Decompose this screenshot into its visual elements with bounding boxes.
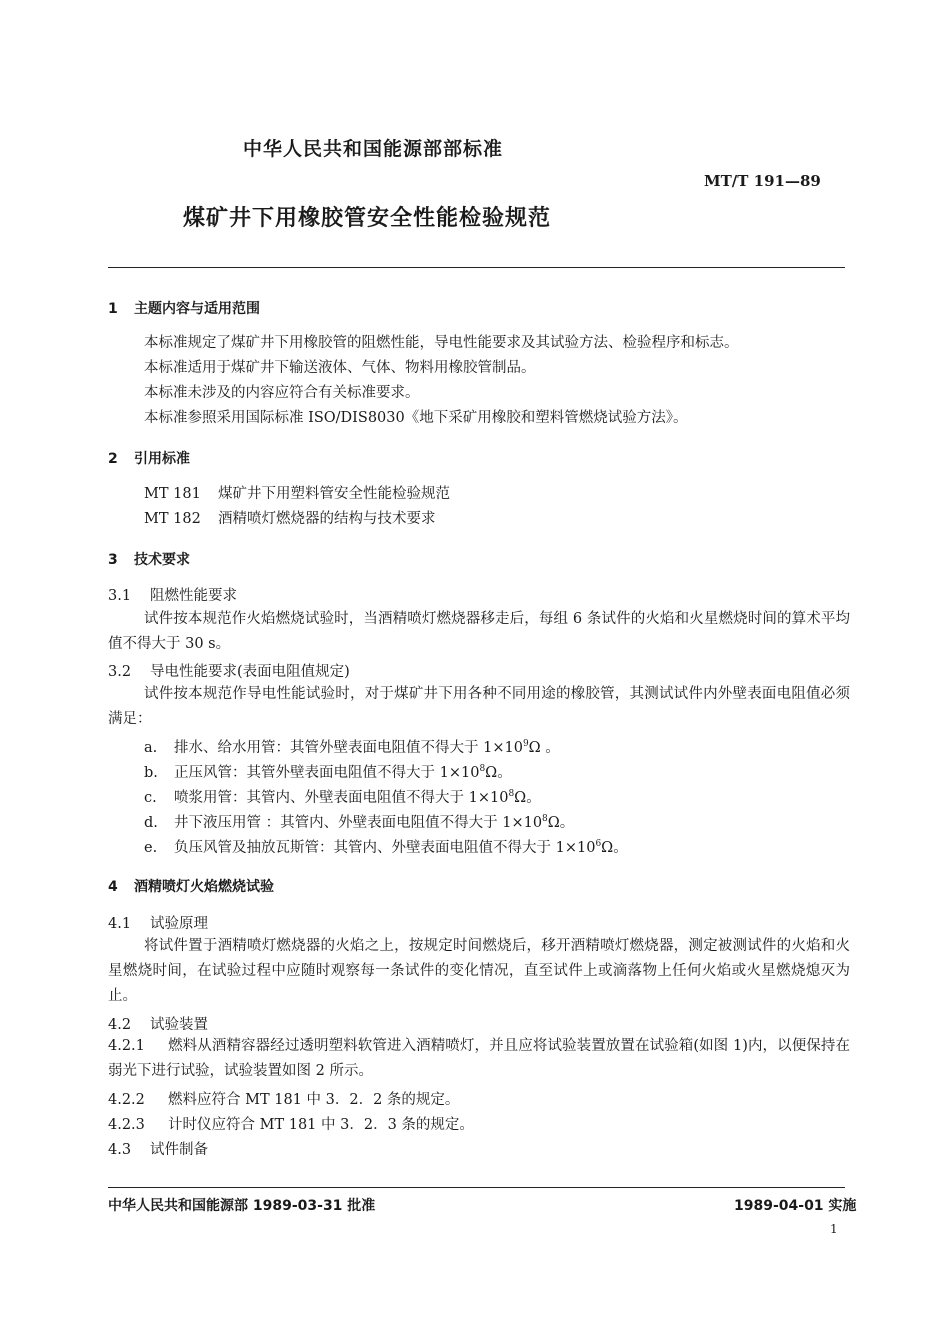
unit: Ω。 [547,815,575,831]
list-text: 喷浆用管：其管内、外壁表面电阻值不得大于 1×10 [174,790,509,806]
exponent: 6 [595,839,602,850]
subsection-number: 3.1 [108,588,132,604]
clause-4-2-3 [108,1113,474,1134]
list-marker: e. [144,840,158,856]
exponent: 8 [508,789,515,800]
section-title: 主题内容与适用范围 [134,301,260,317]
list-item [144,786,541,807]
clause-number: 4.2.3 [108,1117,145,1133]
list-item [144,836,628,857]
paragraph: 将试件置于酒精喷灯燃烧器的火焰之上，按规定时间燃烧后，移开酒精喷灯燃烧器，测定被测试件的火焰和火星燃烧时间，在试验过程中应随时观察每一条试件的变化情况，直至试件上或滴落物上任何火焰或火星燃烧熄灭为止。 [108,938,850,1004]
clause-text: 燃料从酒精容器经过透明塑料软管进入酒精喷灯，并且应将试验装置放置在试验箱(如图 1)内，以便保持在弱光下进行试验，试验装置如图 2 所示。 [108,1038,850,1079]
section-title: 引用标准 [134,451,190,467]
list-text: 井下液压用管 ：其管内、外壁表面电阻值不得大于 1×10 [174,815,543,831]
section-number: 1 [108,301,118,317]
paragraph: 试件按本规范作导电性能试验时，对于煤矿井下用各种不同用途的橡胶管，其测试试件内外壁表面电阻值必须满足： [108,686,850,727]
clause-number: 4.2.1 [108,1038,145,1054]
exponent: 8 [542,814,548,825]
paragraph: 试件按本规范作火焰燃烧试验时，当酒精喷灯燃烧器移走后，每组 6 条试件的火焰和火星燃烧时间的算术平均值不得大于 30 s。 [108,611,850,652]
unit: Ω 。 [528,740,560,756]
subsection-4-2-heading [108,1013,208,1034]
unit: Ω。 [601,840,628,856]
list-text: 排水、给水用管：其管外壁表面电阻值不得大于 1×10 [174,740,523,756]
subsection-title: 试验原理 [150,916,208,932]
approval-line: 中华人民共和国能源部 1989-03-31 批准 [108,1198,376,1214]
subsection-3-2-heading [108,660,350,681]
section-number: 3 [108,552,118,568]
reference-code: MT 181 [144,486,201,502]
section-2-heading [108,448,190,468]
section-title: 技术要求 [134,552,190,568]
subsection-number: 4.2 [108,1017,132,1033]
reference-name: 煤矿井下用塑料管安全性能检验规范 [218,486,450,502]
page-number: 1 [830,1222,838,1236]
subsection-number: 4.1 [108,916,132,932]
reference-item [144,507,436,532]
subsection-number: 3.2 [108,664,132,680]
list-marker: a. [144,740,158,756]
paragraph: 本标准规定了煤矿井下用橡胶管的阻燃性能，导电性能要求及其试验方法、检验程序和标志。 [144,335,739,351]
subsection-number: 4.3 [108,1142,132,1158]
section-4-heading [108,876,274,896]
list-text: 负压风管及抽放瓦斯管：其管内、外壁表面电阻值不得大于 1×10 [174,840,596,856]
clause-text: 燃料应符合 MT 181 中 3．2．2 条的规定。 [168,1092,460,1108]
footer-rule [108,1187,845,1188]
list-marker: c. [144,790,157,806]
header-rule [108,267,845,268]
standard-code: MT/T 191—89 [704,172,821,190]
list-item [144,811,574,832]
subsection-title: 试件制备 [150,1142,208,1158]
section-title: 酒精喷灯火焰燃烧试验 [134,879,274,895]
clause-4-2-2 [108,1088,459,1109]
subsection-title: 导电性能要求(表面电阻值规定) [150,664,350,680]
list-marker: b. [144,765,158,781]
list-item [144,736,560,757]
subsection-3-1-heading [108,584,237,605]
reference-name: 酒精喷灯燃烧器的结构与技术要求 [218,511,436,527]
effective-date: 1989-04-01 实施 [734,1198,857,1214]
reference-item [144,482,450,507]
paragraph: 本标准未涉及的内容应符合有关标准要求。 [144,385,420,401]
section-3-heading [108,549,190,569]
exponent: 9 [522,739,529,750]
list-text: 正压风管：其管外壁表面电阻值不得大于 1×10 [174,765,480,781]
section-number: 4 [108,879,118,895]
section-number: 2 [108,451,118,467]
issuing-authority: 中华人民共和国能源部部标准 [243,138,504,160]
reference-code: MT 182 [144,511,201,527]
subsection-title: 阻燃性能要求 [150,588,237,604]
list-marker: d. [144,815,158,831]
clause-4-2-1 [108,1034,850,1084]
document-title: 煤矿井下用橡胶管安全性能检验规范 [183,206,552,231]
clause-number: 4.2.2 [108,1092,145,1108]
paragraph: 本标准参照采用国际标准 ISO/DIS8030《地下采矿用橡胶和塑料管燃烧试验方法》。 [144,410,688,426]
paragraph: 本标准适用于煤矿井下输送液体、气体、物料用橡胶管制品。 [144,360,536,376]
exponent: 8 [479,764,486,775]
unit: Ω。 [485,765,512,781]
subsection-title: 试验装置 [150,1017,208,1033]
unit: Ω。 [514,790,541,806]
list-item [144,761,512,782]
subsection-4-3-heading [108,1138,208,1159]
subsection-4-1-heading [108,912,208,933]
section-1-heading [108,298,260,318]
clause-text: 计时仪应符合 MT 181 中 3．2．3 条的规定。 [168,1117,474,1133]
